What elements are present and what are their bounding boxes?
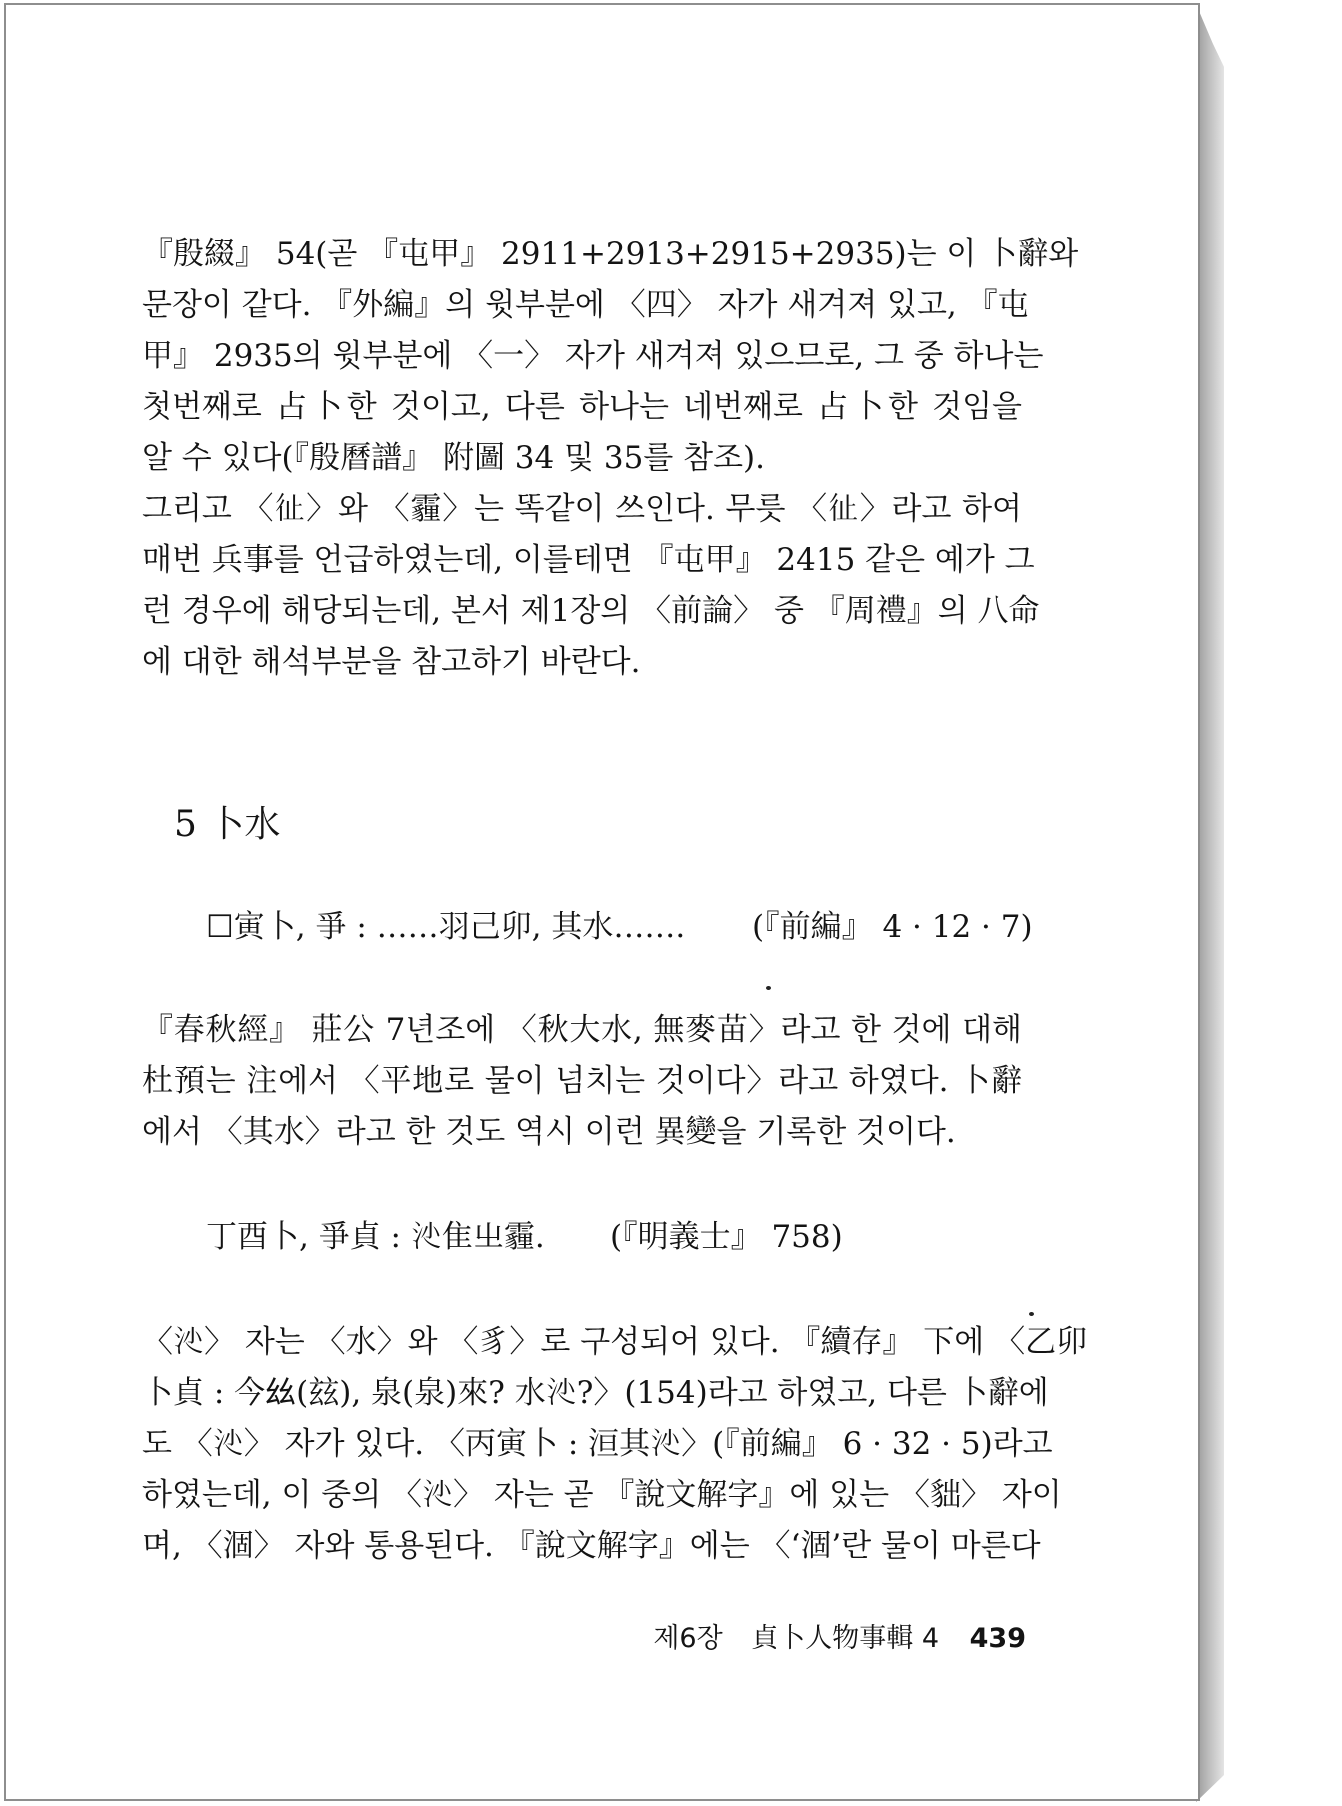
- quote-source: (『明義士』 758): [610, 1219, 843, 1255]
- paragraph-line: 杜預는 注에서 〈平地로 물이 넘치는 것이다〉라고 하였다. 卜辭: [142, 1063, 1022, 1099]
- paragraph-line: 『殷綴』 54(곧 『屯甲』 2911+2913+2915+2935)는 이 卜辭와: [142, 236, 1079, 272]
- paragraph-line: 매번 兵事를 언급하였는데, 이를테면 『屯甲』 2415 같은 예가 그: [142, 542, 1035, 578]
- paragraph-1: [142, 229, 1079, 484]
- paragraph-line: 런 경우에 해당되는데, 본서 제1장의 〈前論〉 중 『周禮』의 八命: [142, 593, 1040, 629]
- page-edge-shadow: [1196, 4, 1224, 1802]
- oracle-quote-1: [206, 903, 1033, 951]
- paragraph-4: [142, 1317, 1088, 1572]
- page-number: 439: [969, 1623, 1026, 1654]
- oracle-quote-2: [206, 1213, 843, 1261]
- paragraph-line: 문장이 같다. 『外編』의 윗부분에 〈四〉 자가 새겨져 있고, 『屯: [142, 287, 1029, 323]
- paragraph-line: 그리고 〈𢓊〉와 〈霾〉는 똑같이 쓰인다. 무릇 〈𢓊〉라고 하여: [142, 491, 1022, 527]
- paragraph-line: 에 대한 해석부분을 참고하기 바란다.: [142, 644, 641, 680]
- paragraph-3: [142, 1005, 1022, 1158]
- section-heading: 5 卜水: [174, 804, 281, 845]
- paragraph-line: 도 〈𣲡〉 자가 있다. 〈丙寅卜 : 洹其𣲡〉(『前編』 6 · 32 · 5)라고: [142, 1426, 1053, 1462]
- quote-text: 丁酉卜, 爭貞 : 𣲡隹㞢霾.: [206, 1219, 545, 1255]
- paragraph-line: 『春秋經』 莊公 7년조에 〈秋大水, 無麥苗〉라고 한 것에 대해: [142, 1012, 1022, 1048]
- paragraph-line: 알 수 있다(『殷曆譜』 附圖 34 및 35를 참조).: [142, 440, 765, 476]
- quote-text: ☐寅卜, 爭 : ……羽己卯, 其水…….: [206, 909, 686, 945]
- footer-chapter: 제6장: [653, 1623, 723, 1654]
- quote-source: (『前編』 4 · 12 · 7): [752, 909, 1033, 945]
- running-footer: [653, 1621, 1026, 1657]
- paragraph-line: 甲』 2935의 윗부분에 〈一〉 자가 새겨져 있으므로, 그 중 하나는: [142, 338, 1044, 374]
- paragraph-line: 첫번째로 占卜한 것이고, 다른 하나는 네번째로 占卜한 것임을: [142, 389, 1022, 425]
- book-page: [4, 3, 1200, 1801]
- footer-title: 貞卜人物事輯 4: [751, 1623, 940, 1654]
- paragraph-2: [142, 484, 1040, 688]
- print-speck: [766, 986, 771, 990]
- paragraph-line: 卜貞 : 今𢆶(玆), 泉(泉)來? 水𣲡?〉(154)라고 하였고, 다른 卜辭에: [142, 1375, 1049, 1411]
- paragraph-line: 며, 〈涸〉 자와 통용된다. 『說文解字』에는 〈‘涸’란 물이 마른다: [142, 1528, 1041, 1564]
- paragraph-line: 에서 〈其水〉라고 한 것도 역시 이런 異變을 기록한 것이다.: [142, 1114, 956, 1150]
- print-speck: [1029, 1312, 1034, 1316]
- paragraph-line: 〈𣲡〉 자는 〈水〉와 〈豸〉로 구성되어 있다. 『續存』 下에 〈乙卯: [142, 1324, 1088, 1360]
- paragraph-line: 하였는데, 이 중의 〈𣲡〉 자는 곧 『說文解字』에 있는 〈貀〉 자이: [142, 1477, 1062, 1513]
